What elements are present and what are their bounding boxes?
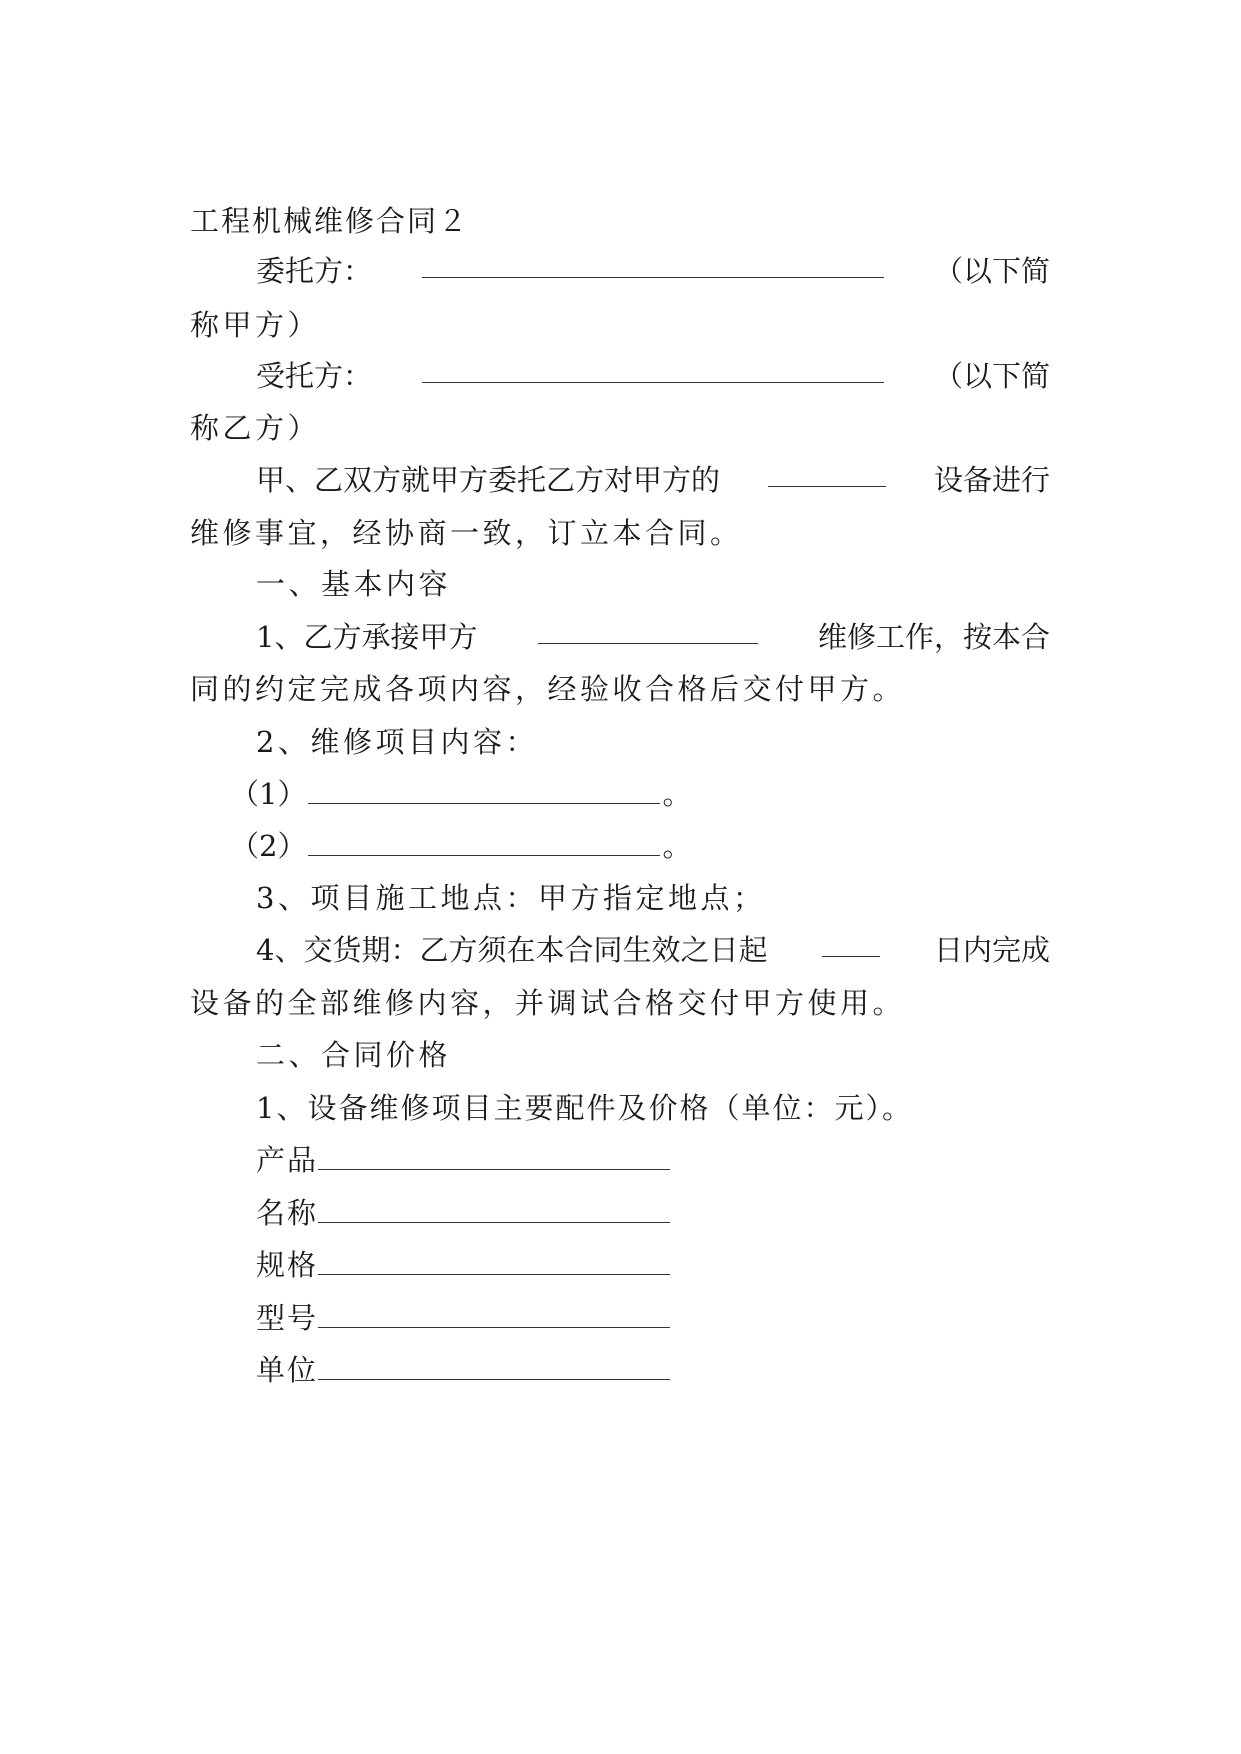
field-model: [256, 1298, 1050, 1338]
section-2-heading: 二、合同价格: [256, 1038, 452, 1072]
client-label: 委托方：: [256, 254, 373, 288]
item-1-part-2: 维修工作，按本合: [817, 620, 1050, 654]
field-name: [256, 1193, 1050, 1233]
work-scope-blank[interactable]: [538, 617, 758, 644]
field-model-blank[interactable]: [318, 1301, 670, 1328]
repair-item-2-blank[interactable]: [308, 829, 660, 856]
field-product-label: 产品: [256, 1143, 319, 1177]
delivery-days-blank[interactable]: [822, 930, 880, 957]
contractor-line: [256, 356, 1050, 396]
client-name-blank[interactable]: [422, 251, 884, 278]
item-4-part-1: 4、交货期：乙方须在本合同生效之日起: [256, 933, 768, 967]
field-spec-blank[interactable]: [318, 1248, 670, 1275]
repair-item-1: [230, 774, 830, 814]
section-1-heading: 一、基本内容: [256, 567, 452, 601]
field-unit: [256, 1350, 1050, 1390]
preamble-line-2: 维修事宜，经协商一致，订立本合同。: [190, 516, 743, 550]
client-suffix-head: （以下简: [933, 254, 1050, 288]
field-model-label: 型号: [256, 1301, 319, 1335]
preamble-part-1: 甲、乙双方就甲方委托乙方对甲方的: [256, 463, 721, 497]
client-suffix-tail: 称甲方）: [190, 308, 321, 342]
repair-item-1-blank[interactable]: [308, 777, 660, 804]
section-1-item-4: [256, 930, 1050, 970]
field-unit-blank[interactable]: [318, 1353, 670, 1380]
repair-item-1-end: 。: [662, 777, 692, 811]
document-title: 工程机械维修合同２: [190, 204, 470, 238]
equipment-blank[interactable]: [768, 460, 886, 487]
field-unit-label: 单位: [256, 1353, 319, 1387]
section-1-item-2: 2、维修项目内容：: [256, 725, 538, 759]
contractor-suffix-tail: 称乙方）: [190, 411, 321, 445]
section-1-item-3: 3、项目施工地点：甲方指定地点；: [256, 881, 766, 915]
item-1-part-1: 1、乙方承接甲方: [256, 620, 478, 654]
preamble-part-2: 设备进行: [933, 463, 1050, 497]
repair-item-2-end: 。: [662, 829, 692, 863]
field-name-label: 名称: [256, 1196, 319, 1230]
contractor-name-blank[interactable]: [422, 356, 884, 383]
repair-item-2: [230, 826, 830, 866]
contractor-suffix-head: （以下简: [933, 359, 1050, 393]
section-2-item-1: 1、设备维修项目主要配件及价格（单位：元）。: [256, 1091, 913, 1125]
client-line: [256, 251, 1050, 291]
repair-item-1-label: （1）: [230, 777, 307, 811]
preamble-line-1: [256, 460, 1050, 500]
field-spec-label: 规格: [256, 1248, 319, 1282]
field-name-blank[interactable]: [318, 1196, 670, 1223]
item-4-part-2: 日内完成: [933, 933, 1050, 967]
field-product: [256, 1140, 1050, 1180]
section-1-item-4-line-2: 设备的全部维修内容，并调试合格交付甲方使用。: [190, 986, 906, 1020]
section-1-item-1-line-2: 同的约定完成各项内容，经验收合格后交付甲方。: [190, 672, 906, 706]
field-spec: [256, 1245, 1050, 1285]
field-product-blank[interactable]: [318, 1143, 670, 1170]
repair-item-2-label: （2）: [230, 829, 307, 863]
contractor-label: 受托方：: [256, 359, 373, 393]
section-1-item-1: [256, 617, 1050, 657]
